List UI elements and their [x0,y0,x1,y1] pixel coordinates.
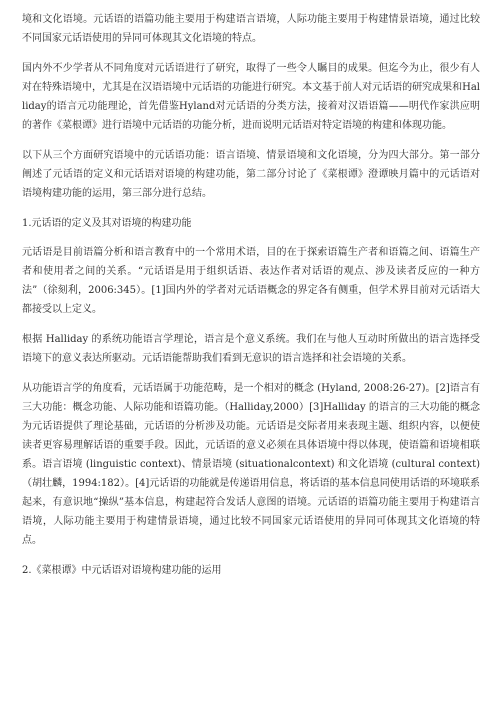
section-heading-1: 1.元话语的定义及其对语境的构建功能 [22,218,192,229]
paragraph-research-background: 国内外不少学者从不同角度对元话语进行了研究，取得了一些令人瞩目的成果。但迄今为止，很少有人对在特殊语境中，尤其是在汉语语境中元话语的功能进行研究。本文基于前人对元话语的研究成果和Halliday的语言元功能理论，首先借鉴Hyland对元话语的分类方法，接着对汉语语篇——明代作家洪应明的著作《菜根谭》进行语境中元话语的功能分析，进而说明元话语对特定语境的构建和体现功能。 [22,63,480,131]
section-heading-2: 2.《菜根谭》中元话语对语境构建功能的运用 [22,565,222,576]
paragraph-halliday-theory: 根据 Halliday 的系统功能语言学理论，语言是个意义系统。我们在与他人互动时所做出的语言选择受语境下的意义表达所驱动。元话语能帮助我们看到无意识的语言选择和社会语境的关系。 [22,334,480,364]
paragraph-continuation: 境和文化语境。元话语的语篇功能主要用于构建语言语境，人际功能主要用于构建情景语境，通过比较不同国家元话语使用的异同可体现其文化语境的特点。 [22,14,480,44]
paragraph-metadiscourse-definition: 元话语是目前语篇分析和语言教育中的一个常用术语，目的在于探索语篇生产者和语篇之间、语篇生产者和使用者之间的关系。“元话语是用于组织话语、表达作者对话语的观点、涉及读者反应的一种方法”（徐刻利，2006:345）。[1]国内外的学者对元话语概念的界定各有侧重，但学术界目前对元话语大都接受以上定义。 [22,247,480,315]
paragraph-functional-linguistics: 从功能语言学的角度看，元话语属于功能范畴，是一个相对的概念 (Hyland, 2008:26-27)。[2]语言有三大功能：概念功能、人际功能和语篇功能。（Halliday,2000）[3]Halliday 的语言的三大功能的概念为元话语提供了理论基础，元话语的分析涉及功能。元话语是交际者用来表现主题、组织内容，以便使读者更容易理解话语的重要手段。因此，元话语的意义必须在具体语境中得以体现，使语篇和语境相联系。语言语境 (linguistic context)、情景语境 (situationalcontext) 和文化语境 (cultural context)（胡壮麟，1994:182）。[4]元话语的功能就是传递语用信息，将话语的基本信息同使用话语的环境联系起来，有意识地“操纵”基本信息，构建起符合发话人意图的语境。元话语的语篇功能主要用于构建语言语境，人际功能主要用于构建情景语境，通过比较不同国家元话语使用的异同可体现其文化语境的特点。 [22,383,480,546]
paragraph-structure-overview: 以下从三个方面研究语境中的元话语功能：语言语境、情景语境和文化语境，分为四大部分。第一部分阐述了元话语的定义和元话语对语境的构建功能，第二部分讨论了《菜根谭》澄谭映月篇中的元话语对语境构建功能的运用，第三部分进行总结。 [22,150,480,199]
